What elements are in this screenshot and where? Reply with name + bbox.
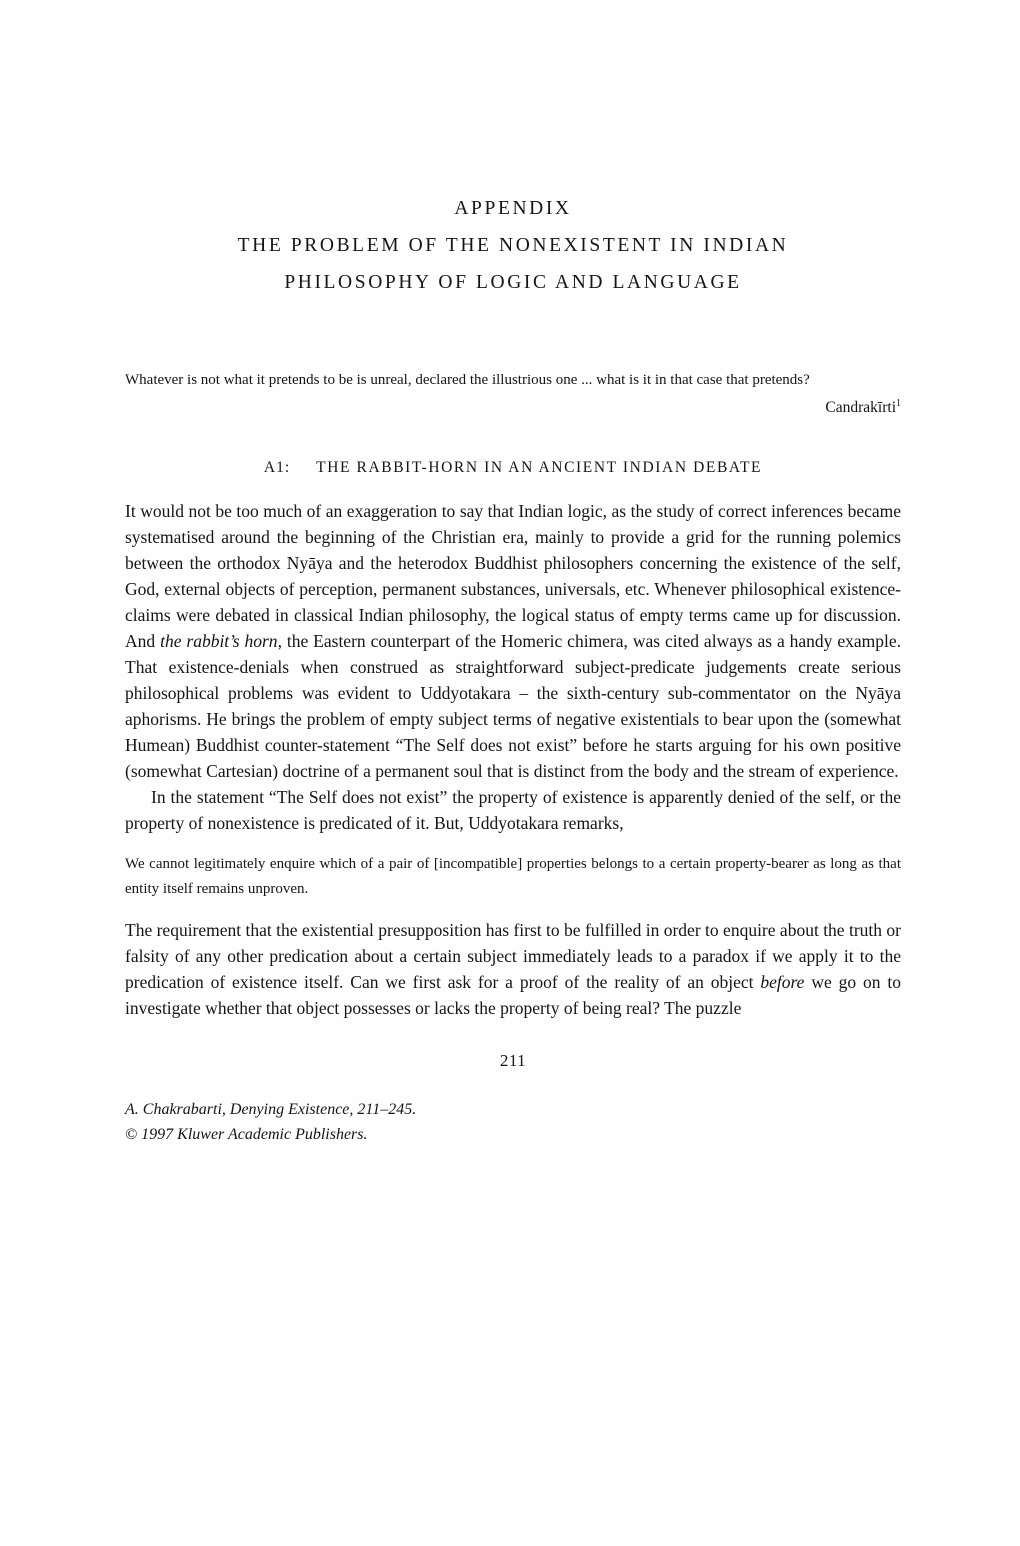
attribution-name: Candrakīrti (825, 399, 896, 416)
epigraph-attribution (125, 399, 901, 417)
section-title: THE RABBIT-HORN IN AN ANCIENT INDIAN DEBATE (316, 459, 763, 476)
paragraph-text: we go on to investigate whether that object possesses or lacks the property of being real? The puzzle (125, 972, 901, 1018)
title-line-2: THE PROBLEM OF THE NONEXISTENT IN INDIAN (237, 235, 789, 256)
paragraph-text: It would not be too much of an exaggeration to say that Indian logic, as the study of correct inferences became systematised around the beginning of the Christian era, mainly to provide a grid for the running polemics between the orthodox Nyāya and the heterodox Buddhist philosophers concerning the existence of the self, God, external objects of perception, permanent substances, universals, etc. Whenever philosophical existence-claims were debated in classical Indian philosophy, the logical status of empty terms came up for discussion. And (125, 501, 901, 651)
block-quote: We cannot legitimately enquire which of a pair of [incompatible] properties belongs to a certain property-bearer as long as that entity itself remains unproven. (125, 856, 901, 897)
paragraph-text: The requirement that the existential presupposition has first to be fulfilled in order to enquire about the truth or falsity of any other predication about a certain subject immediately leads to a paradox if we apply it to the predication of existence itself. Can we first ask for a proof of the reality of an object (125, 920, 901, 992)
epigraph-text: Whatever is not what it pretends to be is unreal, declared the illustrious one ... what is it in that case that pretends? (125, 372, 810, 388)
section-label: A1: (263, 459, 291, 476)
footer-copyright: © 1997 Kluwer Academic Publishers. (125, 1126, 368, 1143)
title-line-1: APPENDIX (454, 198, 572, 219)
footnote-marker: 1 (896, 397, 901, 409)
body-paragraph-3 (125, 917, 901, 1021)
section-heading (125, 459, 901, 477)
title-line-3: PHILOSOPHY OF LOGIC AND LANGUAGE (284, 272, 742, 293)
appendix-title (125, 190, 901, 301)
body-paragraph-1 (125, 498, 901, 784)
paragraph-text: , the Eastern counterpart of the Homeric chimera, was cited always as a handy example. That existence-denials when construed as straightforward subject-predicate judgements create serious philosophical problems was evident to Uddyotakara – the sixth-century sub-commentator on the Nyāya aphorisms. He brings the problem of empty subject terms of negative existentials to bear upon the (somewhat Humean) Buddhist counter-statement “The Self does not exist” before he starts arguing for his own positive (somewhat Cartesian) doctrine of a permanent soul that is distinct from the body and the stream of experience. (125, 631, 902, 781)
page-content (125, 0, 901, 1147)
footer-citation: A. Chakrabarti, Denying Existence, 211–245. (125, 1101, 417, 1118)
body-paragraph-2: In the statement “The Self does not exist” the property of existence is apparently denied of the self, or the property of nonexistence is predicated of it. But, Uddyotakara remarks, (125, 787, 901, 833)
italic-word-before: before (760, 972, 805, 992)
italic-phrase-rabbits-horn: the rabbit’s horn (160, 631, 278, 651)
page-number: 211 (499, 1051, 527, 1070)
footer-citation-block (125, 1097, 901, 1147)
